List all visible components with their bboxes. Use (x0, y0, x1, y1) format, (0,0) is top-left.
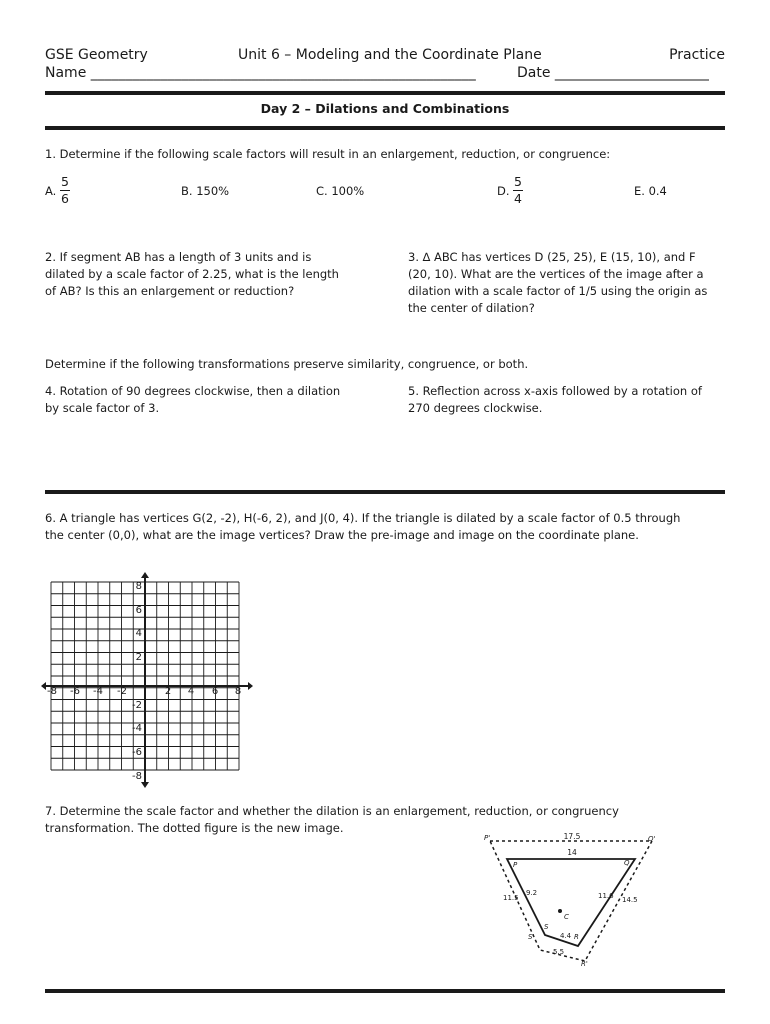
q5-line-2: 270 degrees clockwise. (408, 401, 543, 415)
q3-line-1: 3. ∆ ABC has vertices D (25, 25), E (15, 10), and F (408, 250, 696, 264)
vertex-p: P (513, 861, 518, 869)
vertex-s-prime: S' (528, 933, 535, 941)
course-name: GSE Geometry (45, 47, 148, 63)
page-title: Day 2 – Dilations and Combinations (260, 101, 510, 116)
date-line: Date ______________________ (517, 65, 709, 81)
y-tick-label: 2 (135, 652, 142, 663)
x-axis-left-arrow-icon (41, 682, 46, 690)
vertex-r: R (574, 933, 579, 941)
y-axis-down-arrow-icon (141, 782, 149, 788)
center-label: C (564, 913, 569, 921)
q1-d-label: D. (497, 184, 510, 198)
x-tick-label: 8 (234, 686, 242, 697)
y-tick-label: -8 (132, 771, 142, 782)
y-tick-label: -4 (132, 723, 142, 734)
q1-option-c: C. 100% (316, 184, 365, 198)
q7-line-2: transformation. The dotted figure is the new image. (45, 821, 344, 835)
center-point (558, 909, 562, 913)
y-tick-label: 6 (135, 605, 142, 616)
label-right-outer: 14.5 (622, 896, 638, 904)
header-rule (45, 91, 725, 95)
q2-line-2: dilated by a scale factor of 2.25, what is the length (45, 267, 339, 281)
q3-text (408, 249, 707, 317)
y-tick-label: 8 (135, 581, 142, 592)
worksheet-type: Practice (669, 47, 725, 63)
q6-line-1: 6. A triangle has vertices G(2, -2), H(-6, 2), and J(0, 4). If the triangle is dilated by a scale factor of 0.5 through (45, 511, 681, 525)
x-tick-label: 4 (187, 686, 195, 697)
q5-text (408, 383, 702, 417)
q1-d-denominator: 4 (514, 191, 522, 206)
x-tick-label: -2 (117, 686, 127, 697)
x-tick-label: 6 (211, 686, 219, 697)
name-line: Name _______________________________________________________ (45, 65, 476, 81)
label-left-inner: 9.2 (526, 889, 538, 897)
q1-a-label: A. (45, 184, 57, 198)
q1-option-b: B. 150% (181, 184, 230, 198)
x-tick-label: -8 (47, 686, 57, 697)
q2-line-1: 2. If segment AB has a length of 3 units and is (45, 250, 312, 264)
vertex-r-prime: R' (581, 960, 588, 968)
x-tick-label: 2 (164, 686, 172, 697)
label-bottom-inner: 4.4 (560, 932, 572, 940)
dilation-figure (480, 828, 665, 968)
q2-line-3: of AB? Is this an enlargement or reduction? (45, 284, 295, 298)
label-left-outer: 11.5 (503, 894, 519, 902)
q4-text (45, 383, 340, 417)
vertex-q: Q (624, 859, 630, 867)
q1-a-numerator: 5 (61, 174, 69, 189)
y-tick-label: -6 (132, 747, 142, 758)
section-rule (45, 490, 725, 494)
q4-line-1: 4. Rotation of 90 degrees clockwise, then a dilation (45, 384, 341, 398)
coordinate-grid (38, 572, 253, 790)
y-tick-label: 4 (135, 628, 142, 639)
q3-line-4: the center of dilation? (408, 301, 535, 315)
vertex-p-prime: P' (484, 834, 491, 842)
label-top-inner: 14 (567, 848, 577, 857)
y-axis-arrow-icon (141, 572, 149, 578)
q1-option-e: E. 0.4 (634, 184, 667, 198)
unit-title: Unit 6 – Modeling and the Coordinate Plane (238, 47, 542, 63)
footer-rule (45, 989, 725, 993)
q7-line-1: 7. Determine the scale factor and whether the dilation is an enlargement, reduction, or congruency (45, 804, 619, 818)
x-tick-label: -6 (70, 686, 80, 697)
q2-text (45, 249, 339, 300)
q3-line-3: dilation with a scale factor of 1/5 using the origin as (408, 284, 708, 298)
q1-a-denominator: 6 (61, 191, 69, 206)
title-rule (45, 126, 725, 130)
q1-prompt: 1. Determine if the following scale factors will result in an enlargement, reduction, or congruence: (45, 147, 611, 161)
q3-line-2: (20, 10). What are the vertices of the image after a (408, 267, 704, 281)
label-top-outer: 17.5 (563, 832, 581, 841)
q1-d-numerator: 5 (514, 174, 522, 189)
y-tick-label: -2 (132, 700, 142, 711)
q4-line-2: by scale factor of 3. (45, 401, 160, 415)
transform-prompt: Determine if the following transformations preserve similarity, congruence, or both. (45, 357, 529, 371)
q6-line-2: the center (0,0), what are the image vertices? Draw the pre-image and image on the coordinate plane. (45, 528, 639, 542)
q1-d-fraction (513, 175, 523, 206)
x-axis-arrow-icon (248, 682, 253, 690)
q1-a-fraction (60, 175, 70, 206)
vertex-q-prime: Q' (648, 835, 656, 843)
label-bottom-outer: 5.5 (553, 948, 565, 956)
x-tick-label: -4 (93, 686, 103, 697)
q6-text (45, 510, 680, 544)
vertex-s: S (544, 923, 549, 931)
label-right-inner: 11.6 (598, 892, 614, 900)
q5-line-1: 5. Reflection across x-axis followed by a rotation of (408, 384, 702, 398)
